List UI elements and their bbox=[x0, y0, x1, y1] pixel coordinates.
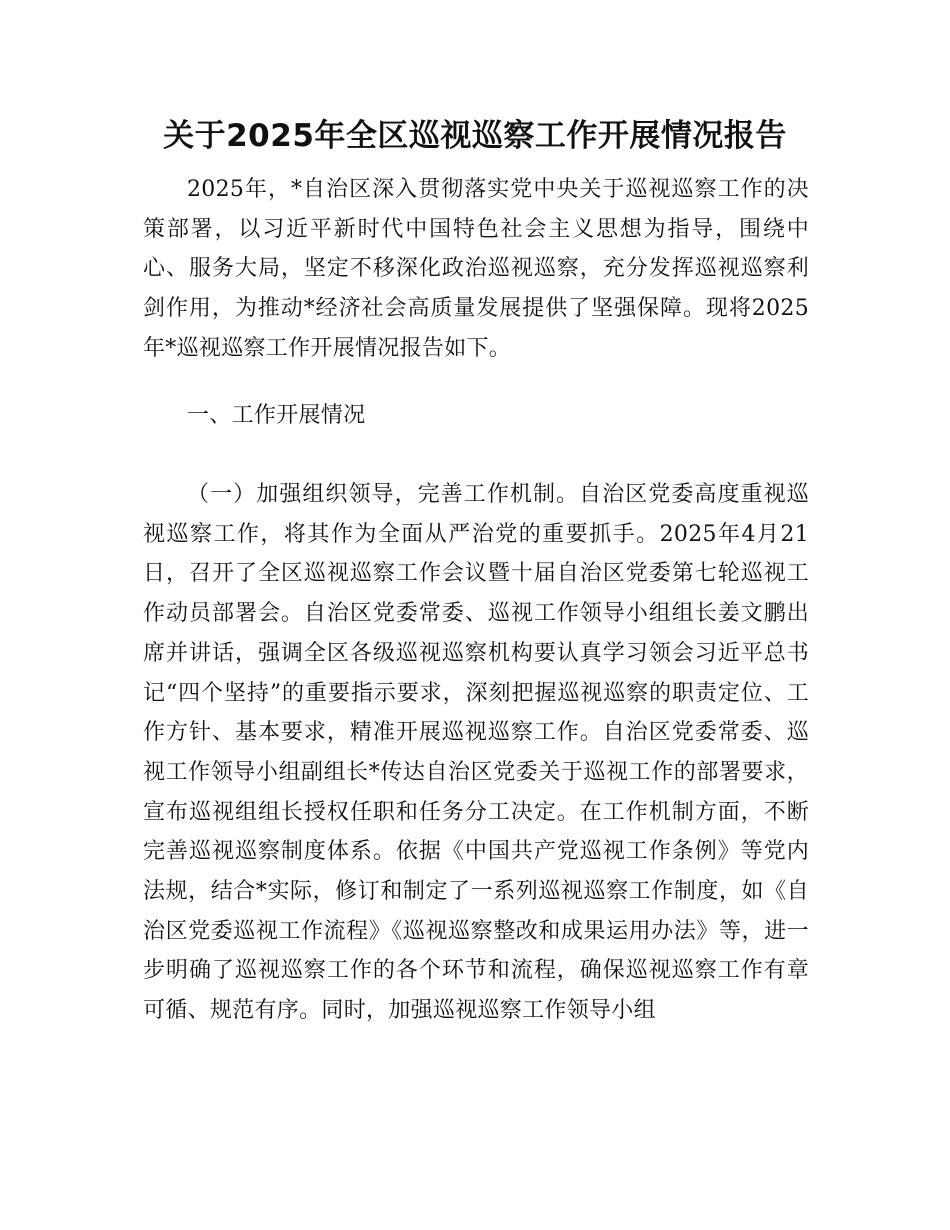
intro-paragraph: 2025年，*自治区深入贯彻落实党中央关于巡视巡察工作的决策部署，以习近平新时代中国特色社会主义思想为指导，围绕中心、服务大局，坚定不移深化政治巡视巡察，充分发挥巡视巡察利剑作用，为推动*经济社会高质量发展提供了坚强保障。现将2025年*巡视巡察工作开展情况报告如下。 bbox=[143, 177, 809, 361]
section-heading: 一、工作开展情况 bbox=[187, 403, 366, 428]
subsection-paragraph: （一）加强组织领导，完善工作机制。自治区党委高度重视巡视巡察工作，将其作为全面从严治党的重要抓手。2025年4月21日，召开了全区巡视巡察工作会议暨十届自治区党委第七轮巡视工作动员部署会。自治区党委常委、巡视工作领导小组组长姜文鹏出席并讲话，强调全区各级巡视巡察机构要认真学习领会习近平总书记“四个坚持”的重要指示要求，深刻把握巡视巡察的职责定位、工作方针、基本要求，精准开展巡视巡察工作。自治区党委常委、巡视工作领导小组副组长*传达自治区党委关于巡视工作的部署要求，宣布巡视组组长授权任职和任务分工决定。在工作机制方面，不断完善巡视巡察制度体系。依据《中国共产党巡视工作条例》等党内法规，结合*实际，修订和制定了一系列巡视巡察工作制度，如《自治区党委巡视工作流程》《巡视巡察整改和成果运用办法》等，进一步明确了巡视巡察工作的各个环节和流程，确保巡视巡察工作有章可循、规范有序。同时，加强巡视巡察工作领导小组 bbox=[143, 482, 809, 1024]
document-title: 关于2025年全区巡视巡察工作开展情况报告 bbox=[163, 118, 787, 154]
